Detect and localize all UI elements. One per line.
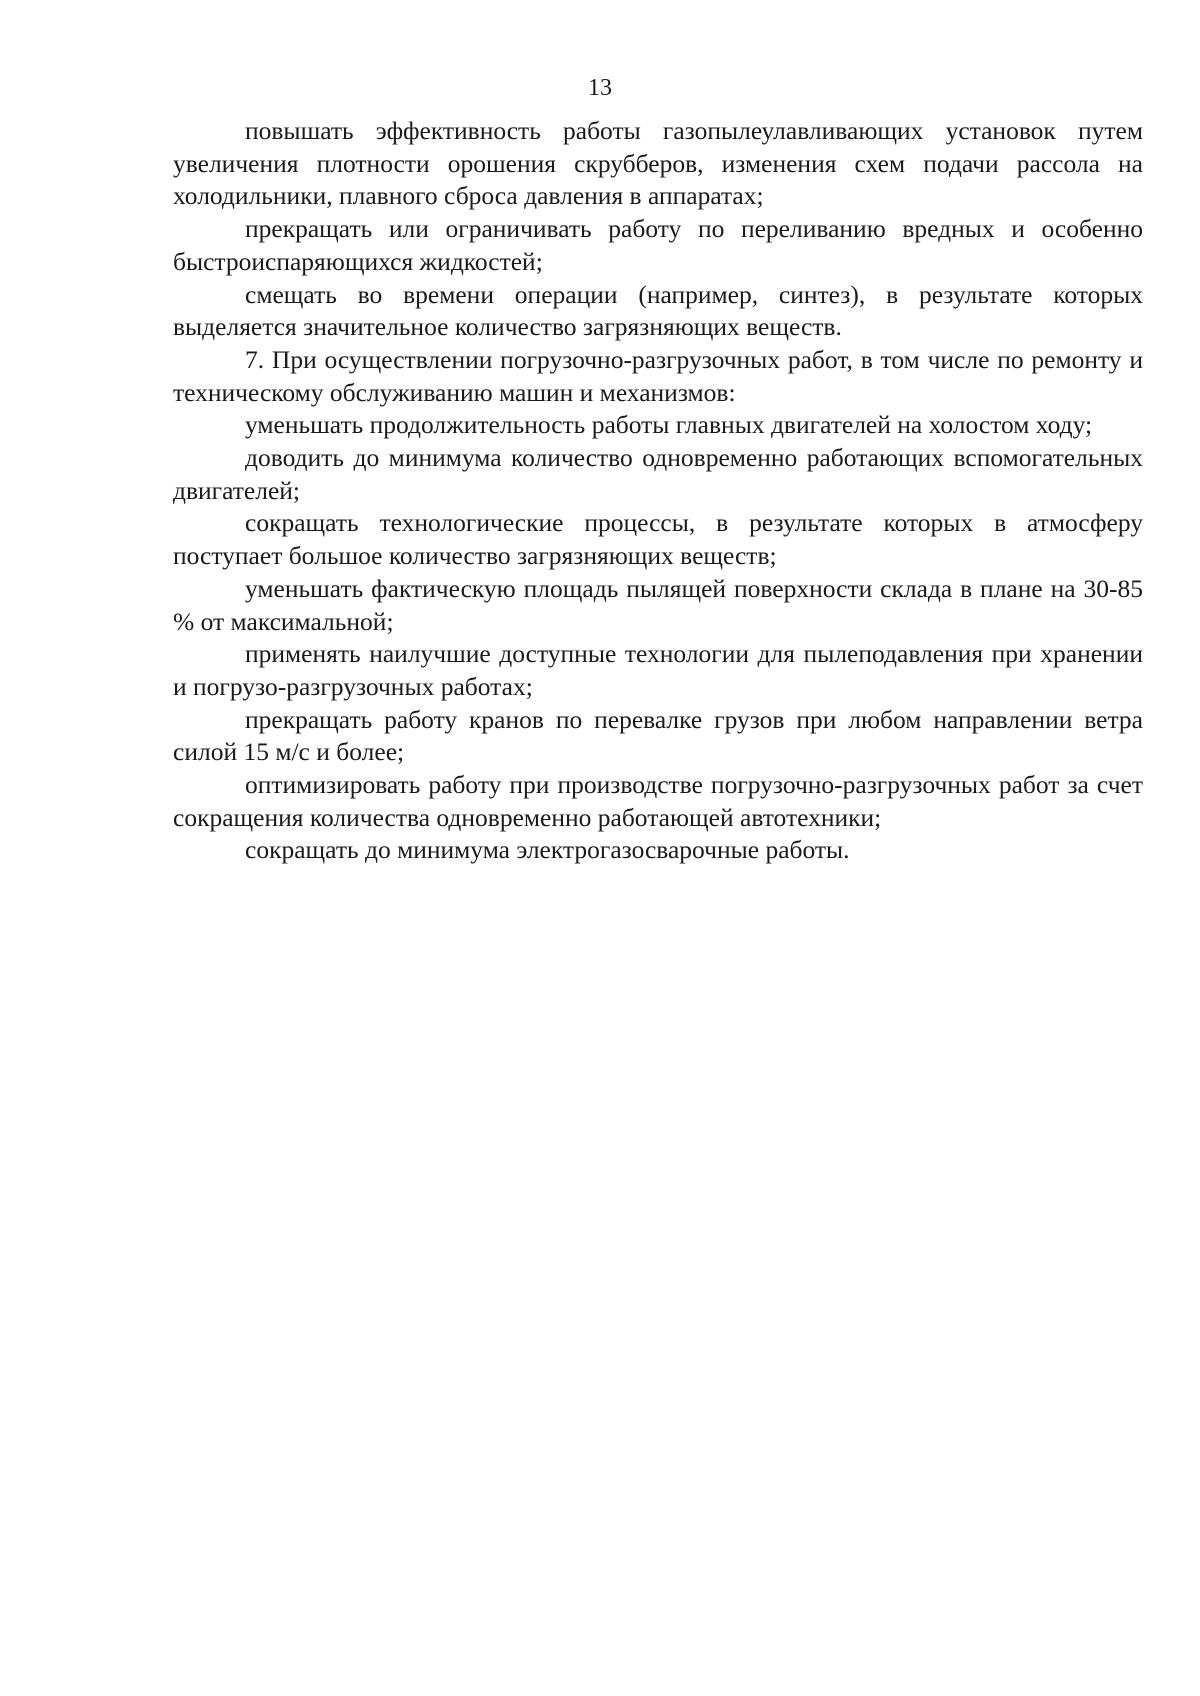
paragraph: повышать эффективность работы газопылеулавливающих установок путем увеличения плотности орошения скрубберов, изменения схем подачи рассола на холодильники, плавного сброса давления в аппаратах;: [173, 116, 1143, 211]
paragraph: оптимизировать работу при производстве погрузочно-разгрузочных работ за счет сокращения количества одновременно работающей автотехники;: [173, 770, 1143, 832]
document-body: [173, 115, 1143, 867]
paragraph: уменьшать фактическую площадь пылящей поверхности склада в плане на 30-85 % от максимальной;: [173, 573, 1143, 636]
paragraph: уменьшать продолжительность работы главных двигателей на холостом ходу;: [245, 410, 1093, 440]
paragraph: прекращать или ограничивать работу по переливанию вредных и особенно быстроиспаряющихся жидкостей;: [173, 214, 1143, 276]
page-number: 13: [588, 75, 612, 101]
paragraph: применять наилучшие доступные технологии для пылеподавления при хранении и погрузо-разгрузочных работах;: [173, 639, 1143, 701]
paragraph: сокращать технологические процессы, в результате которых в атмосферу поступает большое количество загрязняющих веществ;: [173, 508, 1143, 571]
paragraph: 7. При осуществлении погрузочно-разгрузочных работ, в том числе по ремонту и техническому обслуживанию машин и механизмов:: [173, 344, 1143, 407]
paragraph: прекращать работу кранов по перевалке грузов при любом направлении ветра силой 15 м/с и более;: [173, 704, 1143, 767]
paragraph: сокращать до минимума электрогазосварочные работы.: [245, 835, 850, 865]
paragraph: смещать во времени операции (например, синтез), в результате которых выделяется значительное количество загрязняющих веществ.: [173, 279, 1143, 342]
paragraph: доводить до минимума количество одновременно работающих вспомогательных двигателей;: [173, 443, 1143, 505]
